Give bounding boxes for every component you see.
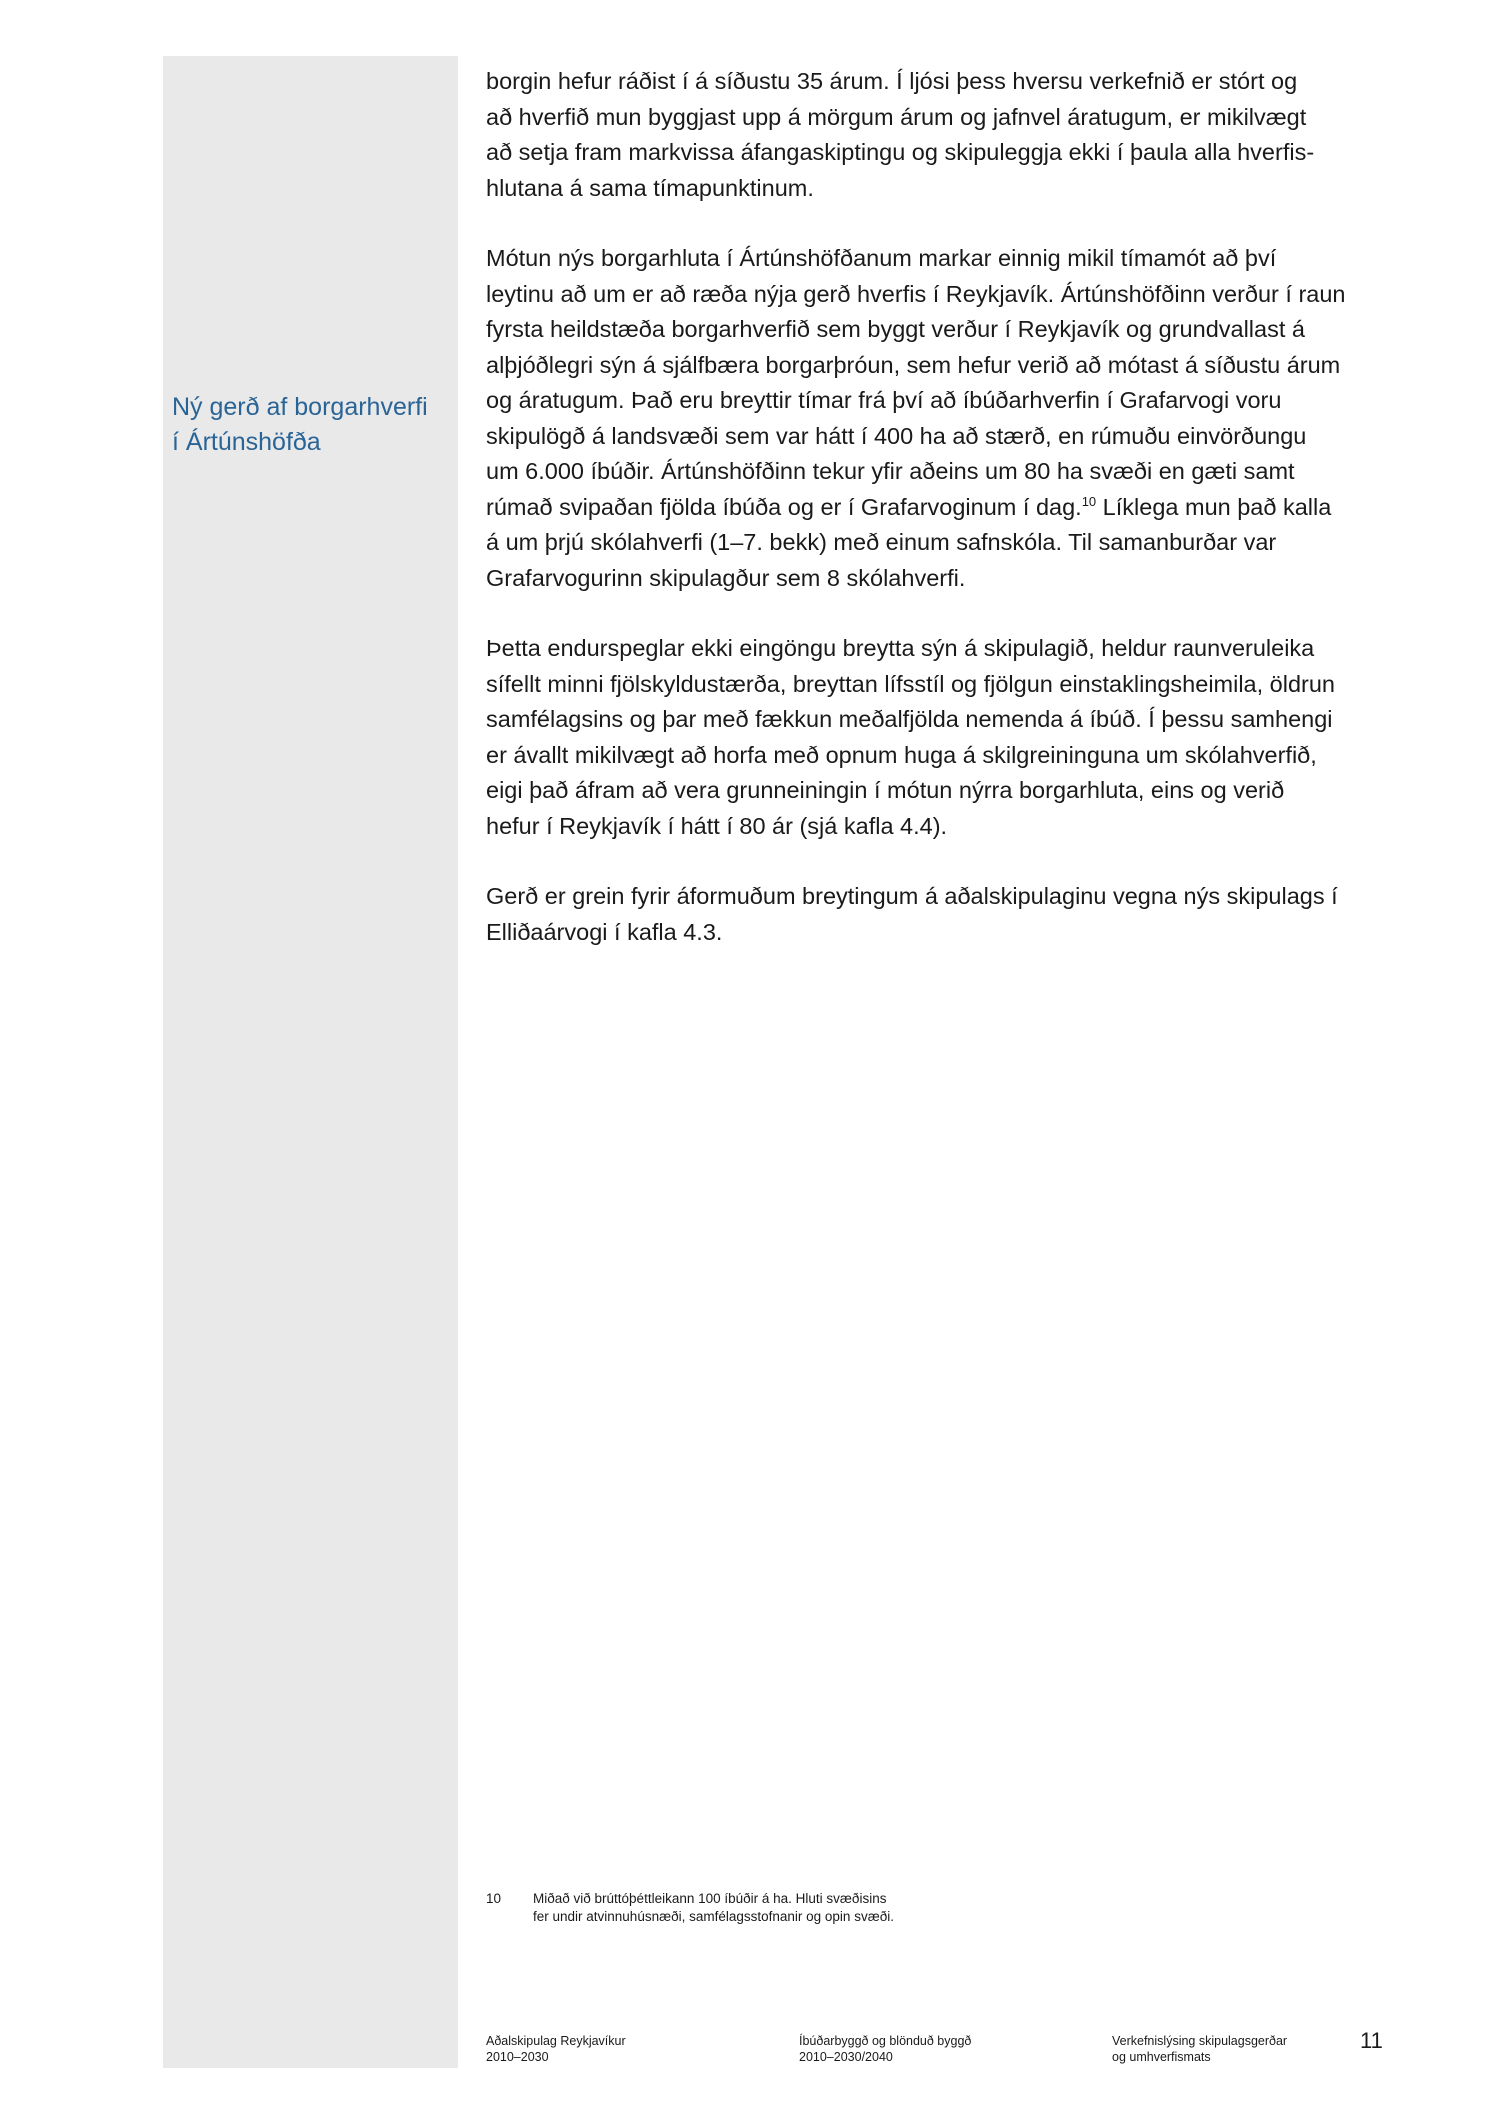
text-line: skipulögð á landsvæði sem var hátt í 400 ha að stærð, en rúmuðu einvörðungu (486, 422, 1307, 449)
text-line: hefur í Reykjavík í hátt í 80 ár (sjá kafla 4.4). (486, 812, 948, 839)
footer-line: 2010–2030 (486, 2050, 549, 2064)
text-line: á um þrjú skólahverfi (1–7. bekk) með einum safnskóla. Til samanburðar var (486, 529, 1277, 555)
sidebar-heading-line: Ný gerð af borgarhverfi (172, 393, 428, 421)
text-line: að setja fram markvissa áfangaskiptingu og skipuleggja ekki í þaula alla hverfis- (486, 139, 1315, 165)
text-line-with-footnote (486, 490, 1401, 526)
footer-line: Verkefnislýsing skipulagsgerðar (1112, 2034, 1288, 2048)
sidebar-heading (172, 390, 452, 460)
text-line: eigi það áfram að vera grunneiningin í mótun nýrra borgarhluta, eins og verið (486, 777, 1285, 803)
footer-line: Aðalskipulag Reykjavíkur (486, 2034, 626, 2048)
main-text (486, 64, 1401, 985)
text-line: hlutana á sama tímapunktinum. (486, 174, 814, 201)
text-line: um 6.000 íbúðir. Ártúnshöfðinn tekur yfir aðeins um 80 ha svæði en gæti samt (486, 458, 1295, 484)
footnote-number: 10 (486, 1891, 502, 1906)
sidebar-panel (163, 56, 458, 2068)
text-line: og áratugum. Það eru breyttir tímar frá því að íbúðarhverfin í Grafarvogi voru (486, 387, 1282, 413)
paragraph (486, 64, 1401, 206)
footer-line: Íbúðarbyggð og blönduð byggð (799, 2034, 972, 2048)
paragraph (486, 631, 1401, 844)
footer-line: og umhverfismats (1112, 2050, 1211, 2064)
footer-line: 2010–2030/2040 (799, 2050, 893, 2064)
text-line: Þetta endurspeglar ekki eingöngu breytta sýn á skipulagið, heldur raunveruleika (486, 635, 1315, 661)
text-line: að hverfið mun byggjast upp á mörgum árum og jafnvel áratugum, er mikilvægt (486, 103, 1307, 130)
text-line: leytinu að um er að ræða nýja gerð hverfis í Reykjavík. Ártúnshöfðinn verður í raun (486, 280, 1346, 307)
text-line: borgin hefur ráðist í á síðustu 35 árum. Í ljósi þess hversu verkefnið er stórt og (486, 68, 1298, 94)
footer-document-title (486, 2033, 626, 2065)
footnote-reference[interactable]: 10 (1081, 493, 1097, 509)
text-segment: rúmað svipaðan fjölda íbúða og er í Grafarvoginum í dag. (486, 493, 1082, 520)
footer-section-title (799, 2033, 971, 2065)
text-line: Mótun nýs borgarhluta í Ártúnshöfðanum markar einnig mikil tímamót að því (486, 245, 1277, 271)
paragraph (486, 879, 1401, 950)
text-line: fyrsta heildstæða borgarhverfið sem byggt verður í Reykjavík og grundvallast á (486, 316, 1305, 342)
text-line: alþjóðlegri sýn á sjálfbæra borgarþróun, sem hefur verið að mótast á síðustu árum (486, 351, 1341, 378)
paragraph (486, 241, 1401, 596)
footer-report-title (1112, 2033, 1287, 2065)
footnote-text (533, 1890, 1046, 1926)
sidebar-heading-line: í Ártúnshöfða (172, 428, 321, 456)
text-line: Grafarvogurinn skipulagður sem 8 skólahverfi. (486, 564, 966, 591)
text-line: er ávallt mikilvægt að horfa með opnum huga á skilgreininguna um skólahverfið, (486, 741, 1317, 768)
text-line: Elliðaárvogi í kafla 4.3. (486, 918, 723, 945)
footnote-line: Miðað við brúttóþéttleikann 100 íbúðir á ha. Hluti svæðisins (533, 1891, 887, 1906)
page-number: 11 (1360, 2028, 1383, 2053)
footnote (486, 1890, 1046, 1926)
text-line: samfélagsins og þar með fækkun meðalfjölda nemenda á íbúð. Í þessu samhengi (486, 706, 1333, 732)
text-segment: Líklega mun það kalla (1096, 493, 1332, 520)
footnote-line: fer undir atvinnuhúsnæði, samfélagsstofnanir og opin svæði. (533, 1909, 894, 1924)
text-line: sífellt minni fjölskyldustærða, breyttan lífsstíl og fjölgun einstaklingsheimila, öldrun (486, 670, 1336, 697)
text-line: Gerð er grein fyrir áformuðum breytingum á aðalskipulaginu vegna nýs skipulags í (486, 883, 1338, 909)
